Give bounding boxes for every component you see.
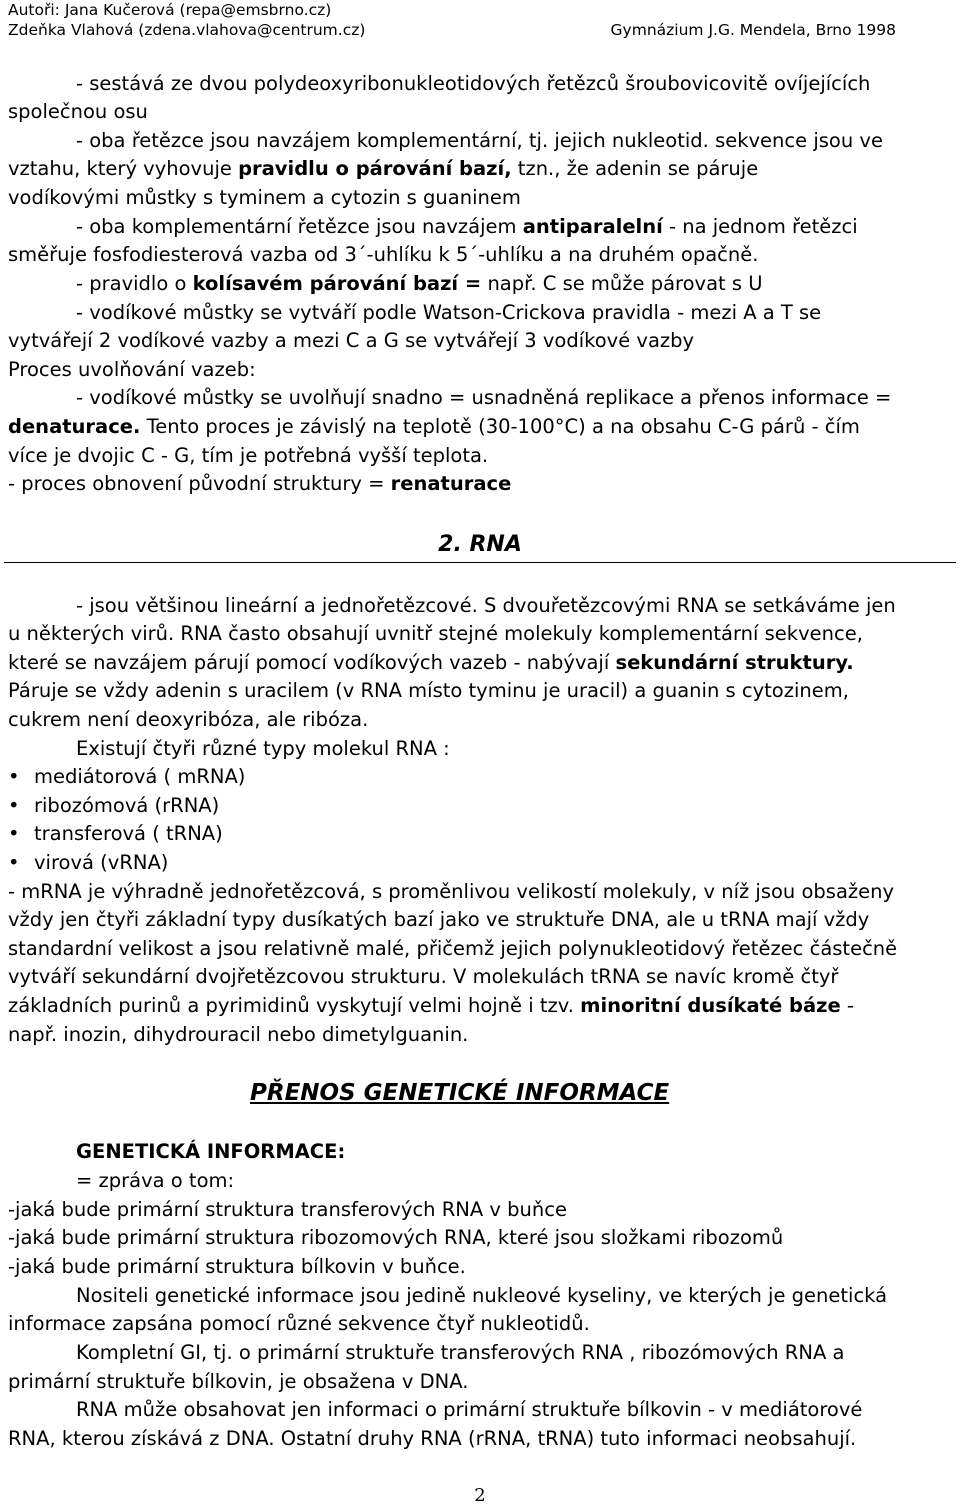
header-school: Gymnázium J.G. Mendela, Brno 1998 (610, 21, 896, 39)
gi-line-2: -jaká bude primární struktura transferových RNA v buňce (8, 1198, 567, 1221)
mrna-line-3: standardní velikost a jsou relativně malé, přičemž jejich polynukleotidový řetězec částečně (8, 937, 898, 960)
dna-line-6: - oba komplementární řetězce jsou navzájem antiparalelní - na jednom řetězci (76, 215, 858, 238)
dna-line-13: denaturace. Tento proces je závislý na teplotě (30-100°C) a na obsahu C-G párů - čím (8, 415, 860, 438)
dna-line-1: - sestává ze dvou polydeoxyribonukleotidových řetězců šroubovicovitě ovíjejících (76, 72, 871, 95)
rna-line-2: u některých virů. RNA často obsahují uvnitř stejné molekuly komplementární sekvence, (8, 622, 863, 645)
gi-line-4: -jaká bude primární struktura bílkovin v buňce. (8, 1255, 466, 1278)
transfer-heading: PŘENOS GENETICKÉ INFORMACE (250, 1080, 670, 1106)
dna-line-10: vytvářejí 2 vodíkové vazby a mezi C a G se vytvářejí 3 vodíkové vazby (8, 329, 695, 352)
dna-line-12: - vodíkové můstky se uvolňují snadno = usnadněná replikace a přenos informace = (76, 386, 892, 409)
bullet-icon: • (8, 765, 20, 788)
gi-line-1: = zpráva o tom: (76, 1169, 235, 1192)
bullet-icon: • (8, 794, 20, 817)
authors-line2: Zdeňka Vlahová (zdena.vlahova@centrum.cz) (8, 21, 366, 39)
bullet-icon: • (8, 851, 20, 874)
dna-line-2: společnou osu (8, 100, 148, 123)
rna-type-item: • virová (vRNA) (8, 849, 168, 877)
rna-line-5: cukrem není deoxyribóza, ale ribóza. (8, 708, 369, 731)
rna-type-item: • ribozómová (rRNA) (8, 792, 219, 820)
dna-line-4: vztahu, který vyhovuje pravidlu o párování bazí, tzn., že adenin se páruje (8, 157, 759, 180)
renaturation-term: renaturace (390, 472, 512, 495)
dna-line-3: - oba řetězce jsou navzájem komplementární, tj. jejich nukleotid. sekvence jsou ve (76, 129, 883, 152)
genetic-info-subheading: GENETICKÁ INFORMACE: (76, 1140, 346, 1163)
gi-line-10: RNA, kterou získává z DNA. Ostatní druhy RNA (rRNA, tRNA) tuto informaci neobsahují. (8, 1427, 857, 1450)
rna-types-intro: Existují čtyři různé typy molekul RNA : (76, 737, 450, 760)
base-pairing-rule: pravidlu o párování bazí, (238, 157, 512, 180)
secondary-structure-term: sekundární struktury. (615, 651, 854, 674)
dna-line-8: - pravidlo o kolísavém párování bazí = např. C se může párovat s U (76, 272, 763, 295)
rna-heading: 2. RNA (438, 532, 522, 557)
rna-line-1: - jsou většinou lineární a jednořetězcové. S dvouřetězcovými RNA se setkáváme jen (76, 594, 896, 617)
gi-line-5: Nositeli genetické informace jsou jedině nukleové kyseliny, ve kterých je genetická (76, 1284, 888, 1307)
page-number: 2 (474, 1485, 486, 1506)
rna-type-item: • transferová ( tRNA) (8, 820, 223, 848)
header-authors-line1 (8, 0, 896, 20)
mrna-line-4: vytváří sekundární dvojřetězcovou strukturu. V molekulách tRNA se navíc kromě čtyř (8, 965, 839, 988)
dna-line-5: vodíkovými můstky s tyminem a cytozin s guaninem (8, 186, 521, 209)
rna-line-3: které se navzájem párují pomocí vodíkových vazeb - nabývají sekundární struktury. (8, 651, 854, 674)
rna-line-4: Páruje se vždy adenin s uracilem (v RNA místo tyminu je uracil) a guanin s cytozinem, (8, 679, 849, 702)
authors-line1: Autoři: Jana Kučerová (repa@emsbrno.cz) (8, 1, 332, 19)
bullet-icon: • (8, 822, 20, 845)
gi-line-7: Kompletní GI, tj. o primární struktuře transferových RNA , ribozómových RNA a (76, 1341, 845, 1364)
gi-line-9: RNA může obsahovat jen informaci o primární struktuře bílkovin - v mediátorové (76, 1398, 863, 1421)
section-divider (4, 562, 956, 563)
dna-line-7: směřuje fosfodiesterová vazba od 3´-uhlíku k 5´-uhlíku a na druhém opačně. (8, 243, 759, 266)
antiparallel-term: antiparalelní (522, 215, 663, 238)
gi-line-3: -jaká bude primární struktura ribozomových RNA, které jsou složkami ribozomů (8, 1226, 784, 1249)
gi-line-6: informace zapsána pomocí různé sekvence čtyř nukleotidů. (8, 1312, 590, 1335)
mrna-line-5: základních purinů a pyrimidinů vyskytují velmi hojně i tzv. minoritní dusíkaté báze - (8, 994, 854, 1017)
mrna-line-2: vždy jen čtyři základní typy dusíkatých bazí jako ve struktuře DNA, ale u tRNA mají vždy (8, 908, 870, 931)
dna-line-9: - vodíkové můstky se vytváří podle Watson-Crickova pravidla - mezi A a T se (76, 301, 822, 324)
minor-bases-term: minoritní dusíkaté báze (580, 994, 841, 1017)
wobble-term: kolísavém párování bazí = (192, 272, 482, 295)
dna-line-14: více je dvojic C - G, tím je potřebná vyšší teplota. (8, 444, 489, 467)
dna-line-11: Proces uvolňování vazeb: (8, 358, 256, 381)
mrna-line-6: např. inozin, dihydrouracil nebo dimetylguanin. (8, 1023, 469, 1046)
gi-line-8: primární struktuře bílkovin, je obsažena v DNA. (8, 1370, 469, 1393)
dna-line-15: - proces obnovení původní struktury = renaturace (8, 472, 512, 495)
mrna-line-1: - mRNA je výhradně jednořetězcová, s proměnlivou velikostí molekuly, v níž jsou obsaženy (8, 880, 895, 903)
denaturation-term: denaturace. (8, 415, 141, 438)
header-authors-line2 (8, 20, 896, 40)
rna-type-item: • mediátorová ( mRNA) (8, 763, 245, 791)
